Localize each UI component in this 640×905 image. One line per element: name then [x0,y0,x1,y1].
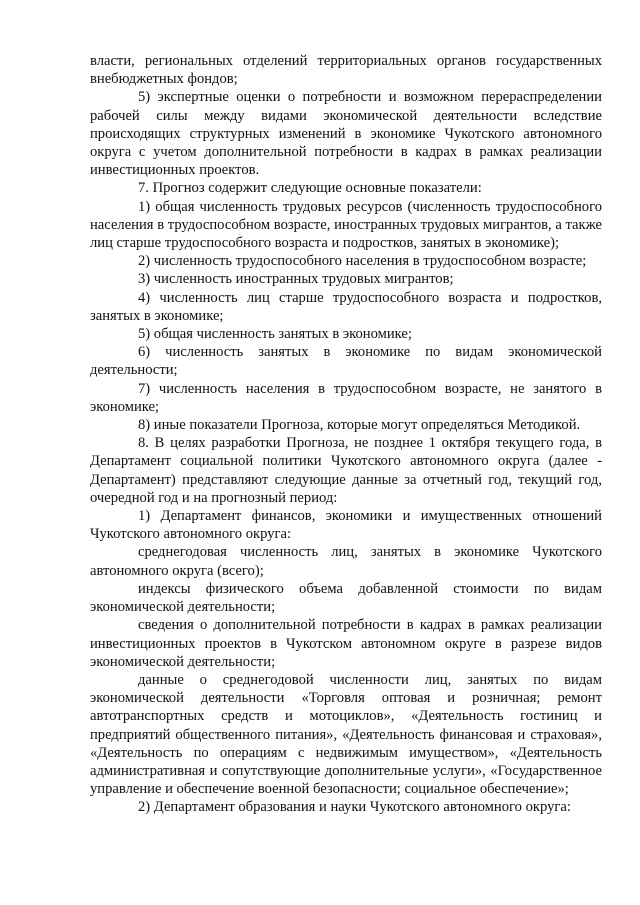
paragraph: среднегодовая численность лиц, занятых в экономике Чукотского автономного округа (всего); [90,544,602,579]
paragraph: 8) иные показатели Прогноза, которые могут определяться Методикой. [138,417,581,434]
paragraph: 3) численность иностранных трудовых мигрантов; [138,271,454,288]
paragraph: 6) численность занятых в экономике по видам экономической деятельности; [90,344,602,379]
paragraph: 8. В целях разработки Прогноза, не позднее 1 октября текущего года, в Департамент социальной политики Чукотского автономного округа (далее - Департамент) представляют следующие данные за отчетный год, текущий год, очередной год и на прогнозный период: [90,435,602,506]
paragraph: 7) численность населения в трудоспособном возрасте, не занятого в экономике; [90,380,602,415]
paragraph: 4) численность лиц старше трудоспособного возраста и подростков, занятых в экономике; [90,289,602,324]
paragraph: данные о среднегодовой численности лиц, занятых по видам экономической деятельности «Торговля оптовая и розничная; ремонт автотранспортных средств и мотоциклов», «Деятельность гостиниц и предприятий общественного питания», «Деятельность финансовая и страховая», «Деятельность по операциям с недвижимым имуществом», «Деятельность административная и сопутствующие дополнительные услуги», «Государственное управление и обеспечение военной безопасности; социальное обеспечение»; [90,671,602,798]
paragraph: 1) Департамент финансов, экономики и имущественных отношений Чукотского автономного округа: [90,508,602,543]
paragraph: 5) общая численность занятых в экономике; [138,326,412,343]
paragraph: сведения о дополнительной потребности в кадрах в рамках реализации инвестиционных проектов в Чукотском автономном округе в разрезе видов экономической деятельности; [90,617,602,670]
paragraph: 7. Прогноз содержит следующие основные показатели: [138,180,482,197]
paragraph: 2) Департамент образования и науки Чукотского автономного округа: [138,799,571,816]
paragraph: 1) общая численность трудовых ресурсов (численность трудоспособного населения в трудоспособном возрасте, иностранных трудовых мигрантов, а также лиц старше трудоспособного возраста и подростков, занятых в экономике); [90,198,602,252]
paragraph: 5) экспертные оценки о потребности и возможном перераспределении рабочей силы между видами экономической деятельности вследствие происходящих структурных изменений в экономике Чукотского автономного округа с учетом дополнительной потребности в кадрах в рамках реализации инвестиционных проектов. [90,89,602,179]
document-body [90,52,602,817]
paragraph: индексы физического объема добавленной стоимости по видам экономической деятельности; [90,580,602,616]
paragraph: власти, региональных отделений территориальных органов государственных внебюджетных фондов; [90,53,602,88]
paragraph: 2) численность трудоспособного населения в трудоспособном возрасте; [138,253,587,270]
